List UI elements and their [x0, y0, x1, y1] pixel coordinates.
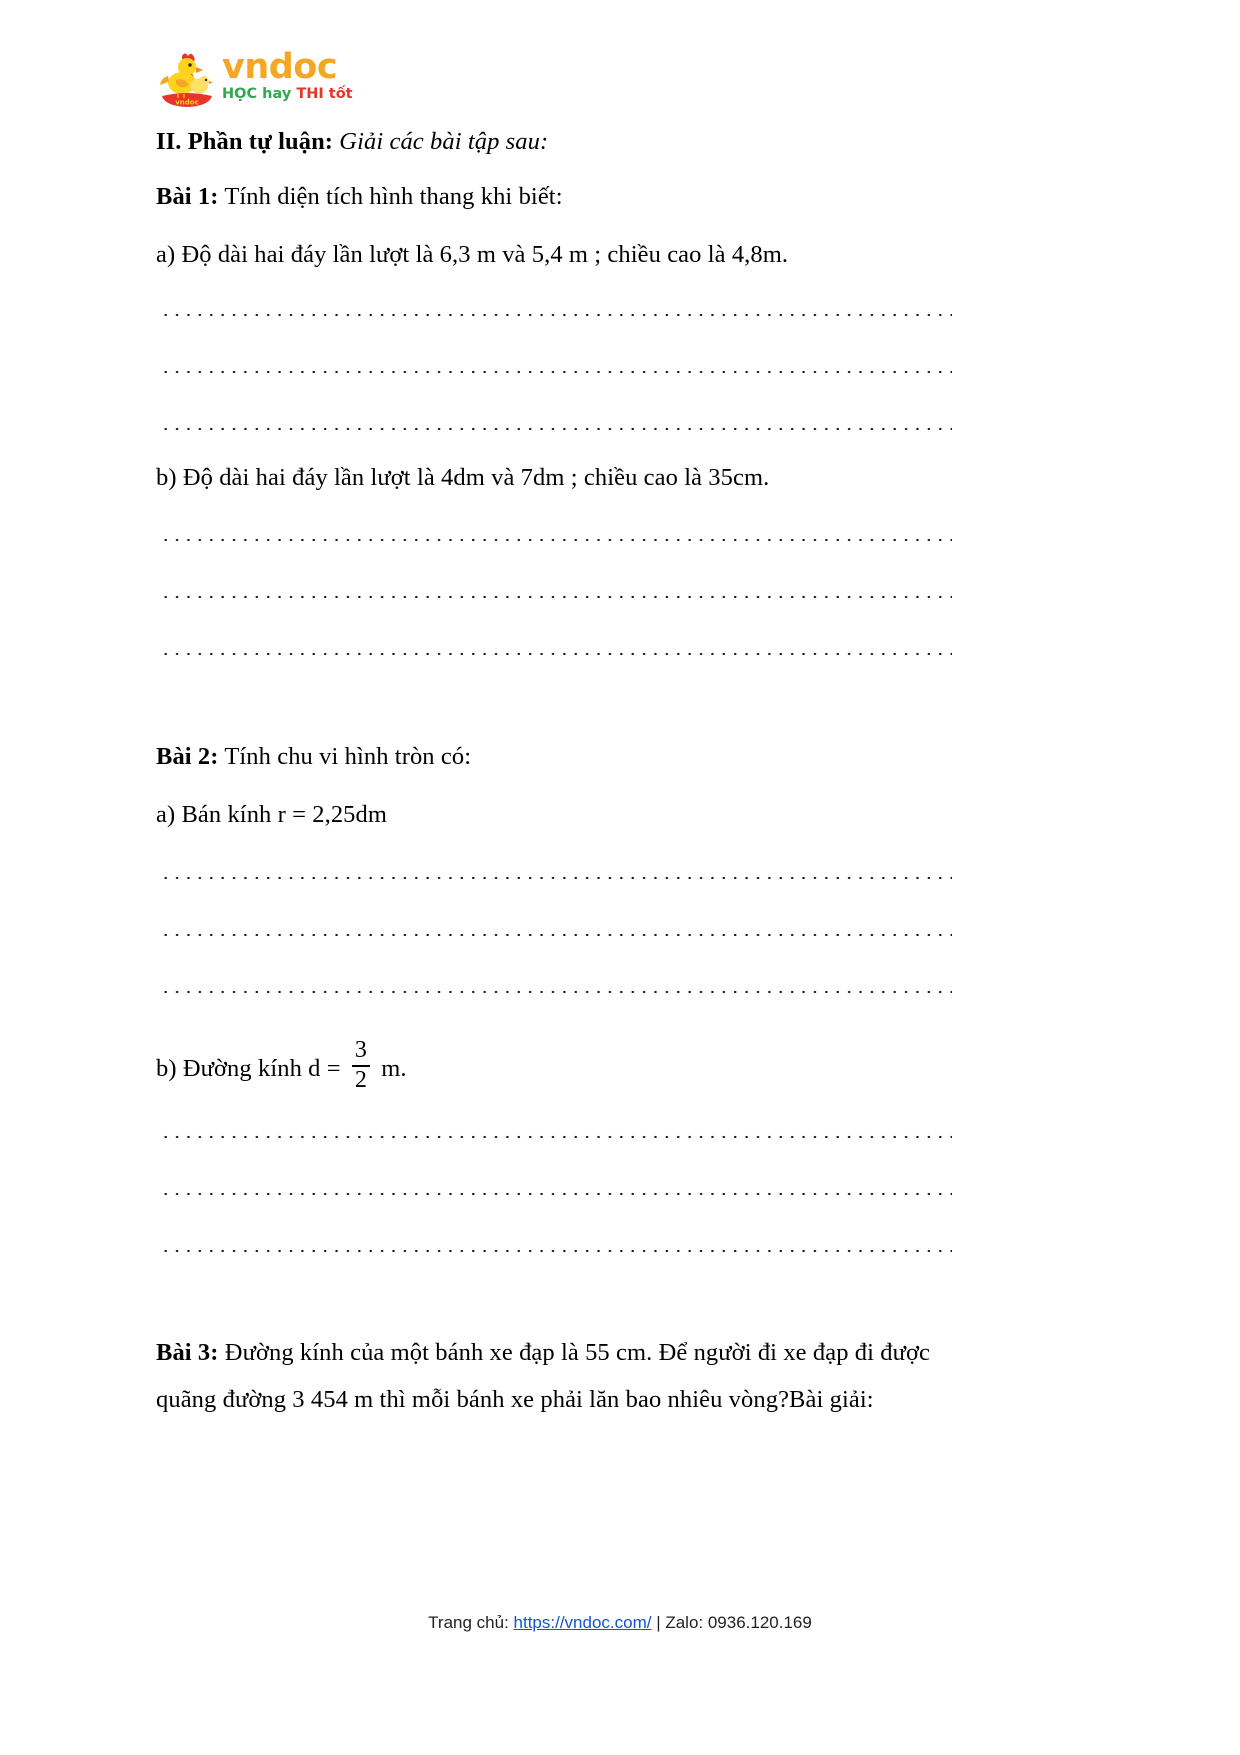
- chicken-mascot-icon: [156, 50, 218, 110]
- section-heading: [156, 127, 548, 157]
- bai1-heading: [156, 182, 563, 212]
- bai1-part-a: a) Độ dài hai đáy lần lượt là 6,3 m và 5,4 m ; chiều cao là 4,8m.: [156, 241, 789, 268]
- bai1-prompt: Tính diện tích hình thang khi biết:: [218, 183, 563, 210]
- fraction-three-halves: [352, 1038, 370, 1093]
- bai1-part-b: b) Độ dài hai đáy lần lượt là 4dm và 7dm ; chiều cao là 35cm.: [156, 464, 770, 491]
- bai3-label: Bài 3:: [156, 1339, 219, 1366]
- bai2-part-b-suffix: m.: [375, 1055, 407, 1082]
- footer-suffix: | Zalo: 0936.120.169: [651, 1613, 812, 1632]
- answer-line[interactable]: [160, 983, 952, 993]
- bai2-prompt: Tính chu vi hình tròn có:: [218, 743, 472, 770]
- answer-line[interactable]: [160, 420, 952, 430]
- section-heading-note: Giải các bài tập sau:: [333, 128, 549, 155]
- answer-line[interactable]: [160, 1185, 952, 1195]
- page-footer: [0, 1612, 1240, 1634]
- answer-line[interactable]: [160, 926, 952, 936]
- logo-text-block: [222, 48, 482, 110]
- bai2-heading: [156, 742, 471, 772]
- bai3-line2: quãng đường 3 454 m thì mỗi bánh xe phải lăn bao nhiêu vòng?Bài giải:: [156, 1386, 874, 1413]
- answer-line[interactable]: [160, 531, 952, 541]
- answer-line[interactable]: [160, 588, 952, 598]
- footer-homepage-link[interactable]: https://vndoc.com/: [513, 1613, 652, 1632]
- answer-line[interactable]: [160, 645, 952, 655]
- fraction-numerator: 3: [354, 1037, 367, 1063]
- answer-line[interactable]: [160, 869, 952, 879]
- mascot-badge-label: vndoc: [175, 98, 199, 107]
- bai2-part-b: [156, 1038, 407, 1093]
- answer-line[interactable]: [160, 363, 952, 373]
- answer-line[interactable]: [160, 306, 952, 316]
- answer-line[interactable]: [160, 1242, 952, 1252]
- bai3-line1: Đường kính của một bánh xe đạp là 55 cm. Để người đi xe đạp đi được: [218, 1339, 931, 1366]
- fraction-denominator: 2: [354, 1067, 367, 1093]
- bai1-label: Bài 1:: [156, 183, 219, 210]
- section-heading-label: II. Phần tự luận:: [156, 128, 334, 155]
- logo-tagline-red: THI tốt: [296, 86, 353, 102]
- bai2-label: Bài 2:: [156, 743, 219, 770]
- logo-tagline-green: HỌC hay: [222, 86, 297, 102]
- footer-prefix: Trang chủ:: [428, 1613, 514, 1632]
- vndoc-logo[interactable]: [156, 48, 486, 112]
- logo-wordmark: vndoc: [222, 47, 338, 87]
- bai2-part-b-prefix: b) Đường kính d =: [156, 1055, 347, 1082]
- answer-line[interactable]: [160, 1128, 952, 1138]
- bai2-part-a: a) Bán kính r = 2,25dm: [156, 801, 388, 828]
- logo-tagline: [222, 86, 482, 103]
- bai3-heading: [156, 1338, 930, 1368]
